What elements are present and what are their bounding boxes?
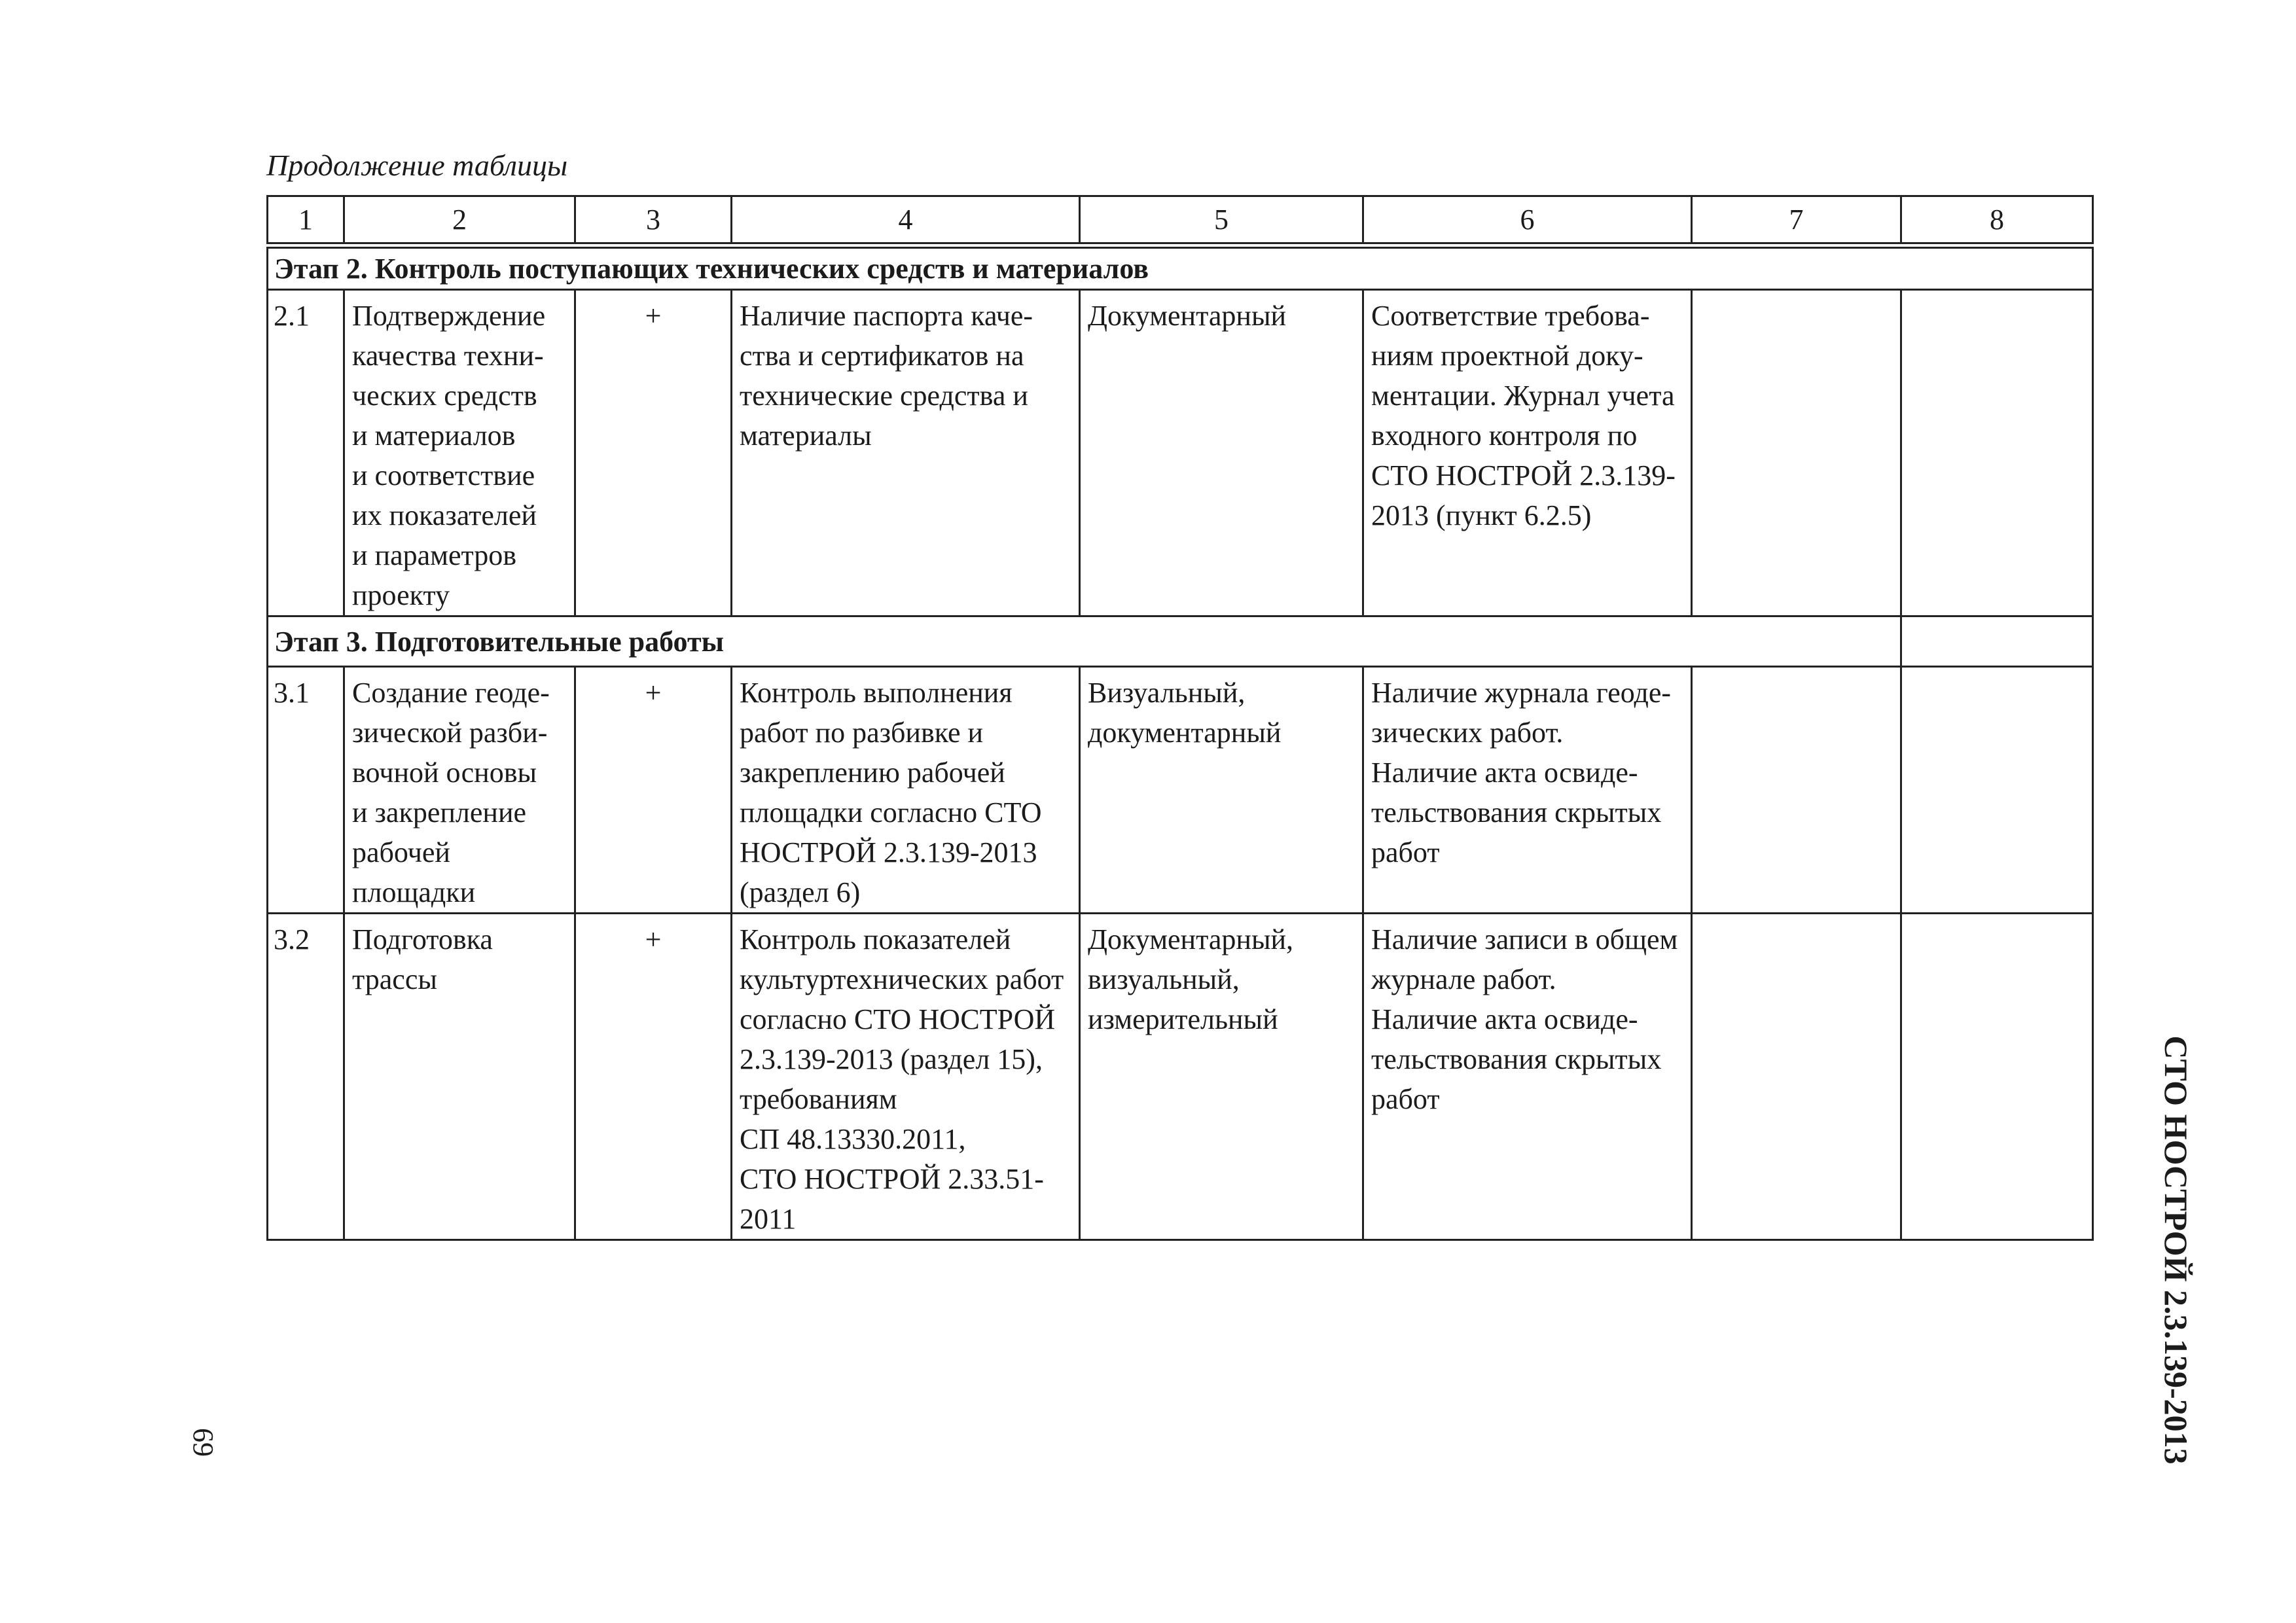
row-3-2-col-2: Подготовка трассы (344, 914, 575, 1240)
stage-3-title: Этап 3. Подготовительные работы (268, 616, 1901, 667)
row-2-1-col-2: Подтверждение качества техни- ческих средств и материалов и соответствие их показателей и параметров проекту (344, 290, 575, 616)
row-2-1-col-8 (1901, 290, 2093, 616)
row-3-2-col-4: Контроль показателей культуртехнических работ согласно СТО НОСТРОЙ 2.3.139-2013 (раздел 15), требованиям СП 48.13330.2011, СТО НОСТРОЙ 2.33.51- 2011 (732, 914, 1080, 1240)
row-3-1-col-4: Контроль выполнения работ по разбивке и закреплению рабочей площадки согласно СТО НОСТРОЙ 2.3.139-2013 (раздел 6) (732, 667, 1080, 914)
column-number-4: 4 (732, 196, 1080, 245)
column-number-1: 1 (268, 196, 344, 245)
row-2-1-col-6: Соответствие требова- ниям проектной доку- ментации. Журнал учета входного контроля по СТО НОСТРОЙ 2.3.139- 2013 (пункт 6.2.5) (1363, 290, 1692, 616)
stage-2-title: Этап 2. Контроль поступающих технических средств и материалов (268, 245, 2093, 290)
row-2-1-col-5: Документарный (1080, 290, 1363, 616)
table-continuation-caption: Продолжение таблицы (266, 149, 568, 182)
row-3-1-number: 3.1 (268, 667, 344, 914)
column-numbers-row (268, 196, 2093, 245)
row-3-1-col-5: Визуальный, документарный (1080, 667, 1363, 914)
column-number-7: 7 (1692, 196, 1901, 245)
row-3-2-number: 3.2 (268, 914, 344, 1240)
column-number-6: 6 (1363, 196, 1692, 245)
row-3-1-plus-mark: + (575, 667, 732, 914)
row-3-2 (268, 914, 2093, 1240)
row-3-2-col-6: Наличие записи в общем журнале работ. Наличие акта освиде- тельствования скрытых работ (1363, 914, 1692, 1240)
row-2-1-col-7 (1692, 290, 1901, 616)
row-2-1-col-4: Наличие паспорта каче- ства и сертификатов на технические средства и материалы (732, 290, 1080, 616)
row-2-1 (268, 290, 2093, 616)
row-3-1 (268, 667, 2093, 914)
control-table (266, 195, 2094, 1241)
row-3-1-col-7 (1692, 667, 1901, 914)
page-number: 69 (187, 1428, 219, 1457)
stage-3-row (268, 616, 2093, 667)
row-2-1-plus-mark: + (575, 290, 732, 616)
column-number-3: 3 (575, 196, 732, 245)
row-3-2-col-8 (1901, 914, 2093, 1240)
stage-3-col-8 (1901, 616, 2093, 667)
row-3-1-col-2: Создание геоде- зической разби- вочной основы и закрепление рабочей площадки (344, 667, 575, 914)
column-number-8: 8 (1901, 196, 2093, 245)
row-2-1-number: 2.1 (268, 290, 344, 616)
stage-2-row (268, 245, 2093, 290)
column-number-2: 2 (344, 196, 575, 245)
row-3-2-col-7 (1692, 914, 1901, 1240)
row-3-2-plus-mark: + (575, 914, 732, 1240)
row-3-1-col-6: Наличие журнала геоде- зических работ. Наличие акта освиде- тельствования скрытых работ (1363, 667, 1692, 914)
row-3-1-col-8 (1901, 667, 2093, 914)
row-3-2-col-5: Документарный, визуальный, измерительный (1080, 914, 1363, 1240)
standard-designation-side-title: СТО НОСТРОЙ 2.3.139-2013 (2158, 1035, 2195, 1465)
column-number-5: 5 (1080, 196, 1363, 245)
